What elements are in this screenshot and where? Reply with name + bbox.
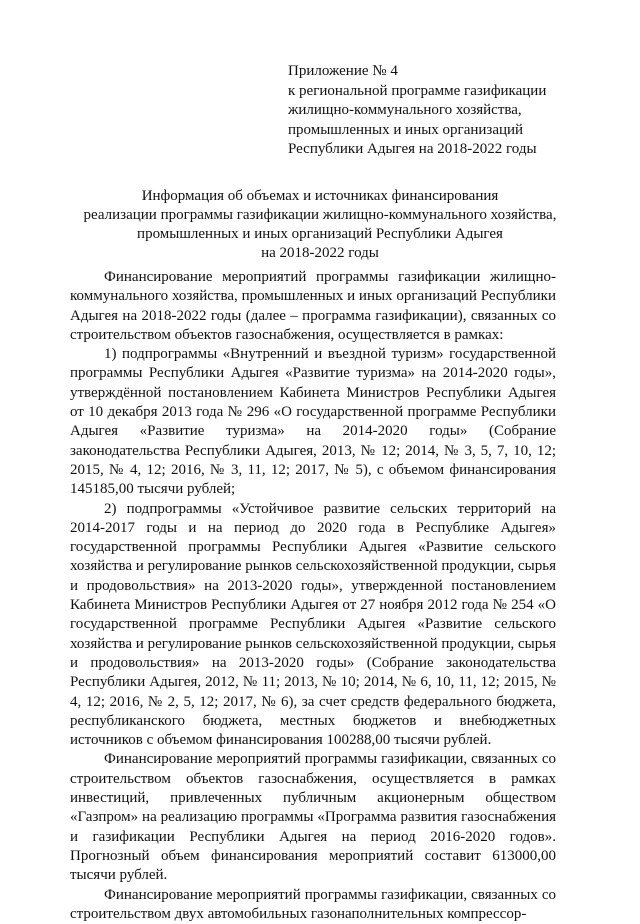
appendix-line: жилищно-коммунального хозяйства, — [288, 101, 608, 121]
title-line: реализации программы газификации жилищно-коммунального хозяйства, — [60, 206, 580, 225]
intro-paragraph: Финансирование мероприятий программы газификации жилищно-коммунального хозяйства, промышленных и иных организаций Республики Адыгея на 2018-2022 годы (далее – программа газификации), связанных со строительством объектов газоснабжения, осуществляется в рамках: — [70, 268, 556, 345]
title-line: Информация об объемах и источниках финансирования — [60, 187, 580, 206]
compressor-stations-paragraph: Финансирование мероприятий программы газификации, связанных со строительством двух автомобильных газонаполнительных компрессор- — [70, 886, 556, 924]
appendix-line: Республики Адыгея на 2018-2022 годы — [288, 140, 608, 160]
subprogram-tourism-paragraph: 1) подпрограммы «Внутренний и въездной туризм» государственной программы Республики Адыгея «Развитие туризма» на 2014-2020 годы», утверждённой постановлением Кабинета Министров Республики Адыгея от 10 декабря 2013 года № 296 «О государственной программе Республики Адыгея «Развитие туризма» на 2014-2020 годы» (Собрание законодательства Республики Адыгея, 2013, № 12; 2014, № 3, 5, 7, 10, 12; 2015, № 4, 12; 2016, № 3, 11, 12; 2017, № 5), с объемом финансирования 145185,00 тысячи рублей; — [70, 345, 556, 499]
appendix-number: Приложение № 4 — [288, 62, 608, 82]
appendix-header — [288, 62, 608, 160]
subprogram-rural-paragraph: 2) подпрограммы «Устойчивое развитие сельских территорий на 2014-2017 годы и на период до 2020 года в Республике Адыгея» государственной программы Республики Адыгея «Развитие сельского хозяйства и регулирование рынков сельскохозяйственной продукции, сырья и продовольствия» на 2013-2020 годы», утвержденной постановлением Кабинета Министров Республики Адыгея от 27 ноября 2012 года № 254 «О государственной программе Республики Адыгея «Развитие сельского хозяйства и регулирование рынков сельскохозяйственной продукции, сырья и продовольствия» на 2013-2020 годы» (Собрание законодательства Республики Адыгея, 2012, № 11; 2013, № 10; 2014, № 6, 10, 11, 12; 2015, № 4, 12; 2016, № 2, 5, 12; 2017, № 6), за счет средств федерального бюджета, республиканского бюджета, местных бюджетов и внебюджетных источников с объемом финансирования 100288,00 тысячи рублей. — [70, 500, 556, 751]
title-line: промышленных и иных организаций Республики Адыгея — [60, 225, 580, 244]
appendix-line: промышленных и иных организаций — [288, 121, 608, 141]
title-line: на 2018-2022 годы — [60, 244, 580, 263]
appendix-line: к региональной программе газификации — [288, 82, 608, 102]
document-title — [60, 187, 580, 263]
document-body — [70, 268, 556, 924]
gazprom-investment-paragraph: Финансирование мероприятий программы газификации, связанных со строительством объектов газоснабжения, осуществляется в рамках инвестиций, привлеченных публичным акционерным обществом «Газпром» на реализацию программы «Программа развития газоснабжения и газификации Республики Адыгея на период 2016-2020 годов». Прогнозный объем финансирования мероприятий составит 613000,00 тысячи рублей. — [70, 750, 556, 885]
